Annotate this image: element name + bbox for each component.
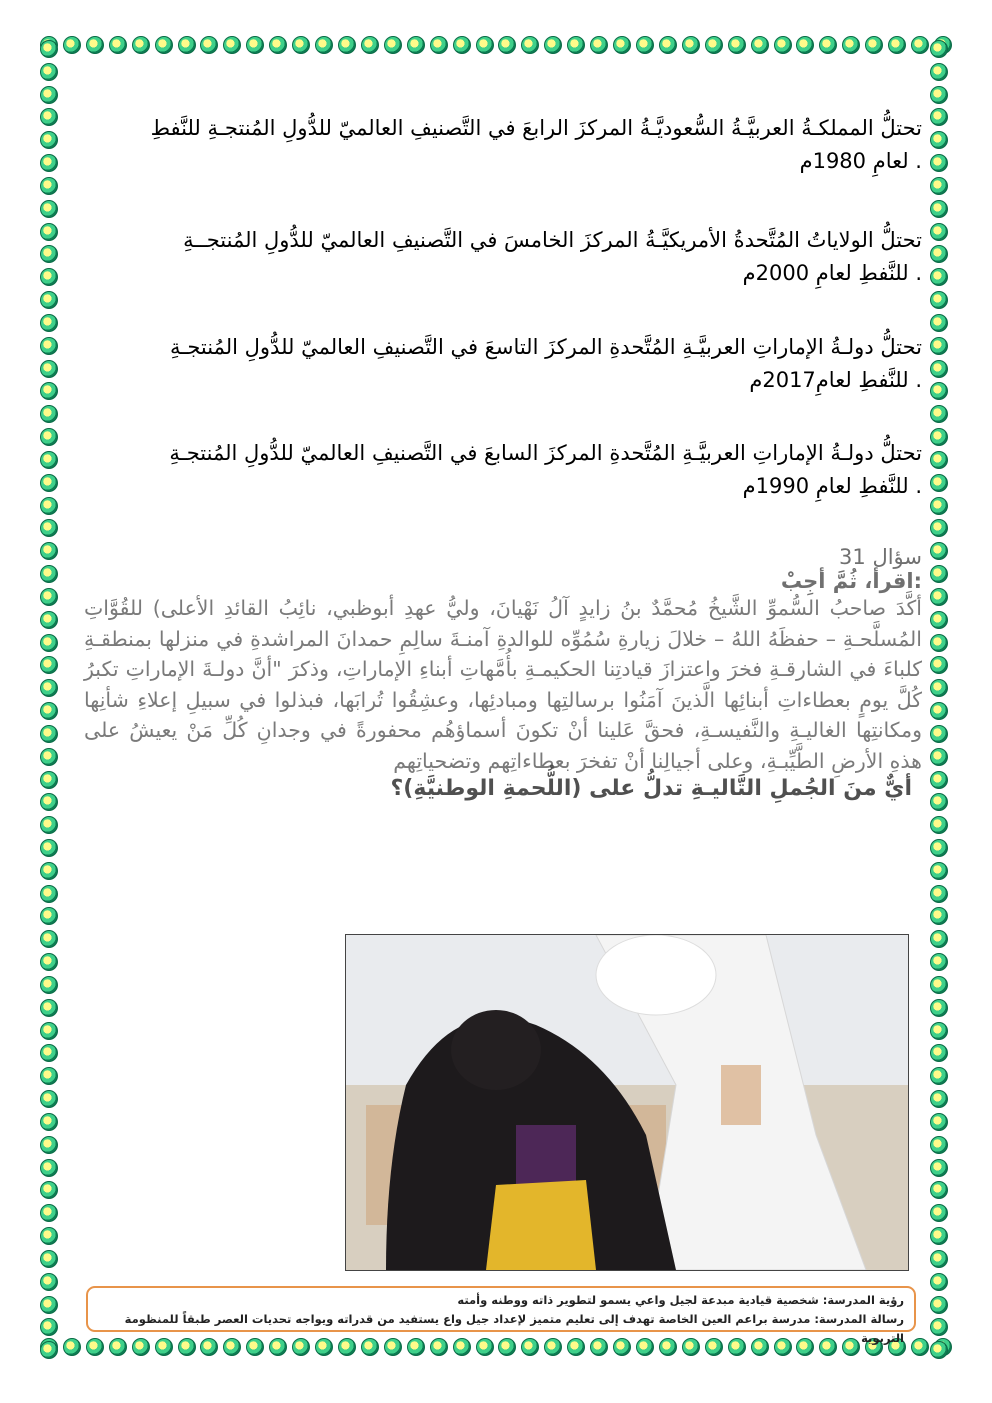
- border-ornament-icon: [659, 36, 677, 54]
- border-ornament-icon: [930, 474, 948, 492]
- border-ornament-icon: [40, 588, 58, 606]
- border-ornament-icon: [40, 177, 58, 195]
- border-ornament-icon: [40, 542, 58, 560]
- question-prompt: أيٌّ منَ الجُملِ التَّاليـةِ تدلُّ على (اللُّحمةِ الوطنيَّةِ)؟: [390, 776, 912, 801]
- border-ornament-icon: [636, 36, 654, 54]
- border-ornament-icon: [930, 428, 948, 446]
- border-top: [40, 36, 952, 58]
- border-ornament-icon: [930, 1113, 948, 1131]
- border-ornament-icon: [40, 337, 58, 355]
- border-ornament-icon: [453, 36, 471, 54]
- border-ornament-icon: [567, 36, 585, 54]
- photo-visit: [345, 934, 909, 1271]
- border-ornament-icon: [930, 405, 948, 423]
- border-ornament-icon: [911, 36, 929, 54]
- border-ornament-icon: [930, 542, 948, 560]
- border-ornament-icon: [40, 223, 58, 241]
- border-ornament-icon: [930, 360, 948, 378]
- border-ornament-icon: [40, 611, 58, 629]
- border-ornament-icon: [407, 36, 425, 54]
- border-ornament-icon: [40, 200, 58, 218]
- border-ornament-icon: [930, 451, 948, 469]
- statement-3: تحتلُّ دولـةُ الإماراتِ العربيَّـةِ المُتَّحدةِ المركزَ التاسعَ في التَّصنيفِ العالميّ للدُّولِ المُنتجـةِ . للنَّفطِ لعامِ2017م: [169, 335, 922, 392]
- border-ornament-icon: [40, 497, 58, 515]
- border-ornament-icon: [40, 154, 58, 172]
- border-ornament-icon: [200, 36, 218, 54]
- statement-1: تحتلُّ المملكـةُ العربيَّـةُ السُّعوديَّـةُ المركزَ الرابعَ في التَّصنيفِ العالميّ للدُّولِ المُنتجـةِ للنَّفطِ . لعامِ 1980م: [150, 116, 922, 173]
- border-right: [930, 40, 952, 1360]
- border-ornament-icon: [40, 1296, 58, 1314]
- border-ornament-icon: [888, 36, 906, 54]
- border-ornament-icon: [930, 1204, 948, 1222]
- border-ornament-icon: [63, 36, 81, 54]
- border-ornament-icon: [40, 999, 58, 1017]
- border-ornament-icon: [930, 382, 948, 400]
- border-ornament-icon: [246, 36, 264, 54]
- border-ornament-icon: [40, 634, 58, 652]
- border-ornament-icon: [930, 314, 948, 332]
- border-ornament-icon: [40, 976, 58, 994]
- border-ornament-icon: [865, 36, 883, 54]
- border-ornament-icon: [40, 1227, 58, 1245]
- border-ornament-icon: [40, 816, 58, 834]
- question-number: سؤال 31: [839, 545, 922, 569]
- border-ornament-icon: [930, 611, 948, 629]
- border-ornament-icon: [132, 36, 150, 54]
- border-ornament-icon: [40, 108, 58, 126]
- border-ornament-icon: [930, 108, 948, 126]
- border-ornament-icon: [613, 36, 631, 54]
- border-ornament-icon: [930, 1090, 948, 1108]
- border-ornament-icon: [705, 36, 723, 54]
- border-ornament-icon: [930, 679, 948, 697]
- border-ornament-icon: [40, 862, 58, 880]
- border-ornament-icon: [40, 40, 58, 58]
- border-ornament-icon: [40, 725, 58, 743]
- border-ornament-icon: [40, 1022, 58, 1040]
- border-ornament-icon: [269, 36, 287, 54]
- border-ornament-icon: [40, 1318, 58, 1336]
- border-ornament-icon: [40, 1113, 58, 1131]
- border-ornament-icon: [930, 748, 948, 766]
- footer-school-info: [86, 1286, 916, 1345]
- border-ornament-icon: [544, 36, 562, 54]
- border-ornament-icon: [728, 36, 746, 54]
- border-ornament-icon: [930, 1318, 948, 1336]
- border-ornament-icon: [930, 131, 948, 149]
- statements-2: [84, 224, 922, 290]
- border-ornament-icon: [40, 291, 58, 309]
- border-ornament-icon: [590, 36, 608, 54]
- border-ornament-icon: [930, 154, 948, 172]
- border-ornament-icon: [40, 86, 58, 104]
- border-ornament-icon: [40, 1044, 58, 1062]
- border-ornament-icon: [40, 131, 58, 149]
- border-ornament-icon: [40, 656, 58, 674]
- border-ornament-icon: [930, 725, 948, 743]
- border-ornament-icon: [40, 1159, 58, 1177]
- border-ornament-icon: [40, 451, 58, 469]
- border-ornament-icon: [930, 268, 948, 286]
- border-ornament-icon: [930, 634, 948, 652]
- border-ornament-icon: [40, 771, 58, 789]
- border-ornament-icon: [40, 405, 58, 423]
- border-ornament-icon: [498, 36, 516, 54]
- border-ornament-icon: [40, 885, 58, 903]
- border-ornament-icon: [930, 1273, 948, 1291]
- border-ornament-icon: [86, 36, 104, 54]
- border-ornament-icon: [40, 474, 58, 492]
- border-ornament-icon: [930, 223, 948, 241]
- border-ornament-icon: [40, 428, 58, 446]
- border-ornament-icon: [40, 793, 58, 811]
- border-ornament-icon: [521, 36, 539, 54]
- border-ornament-icon: [40, 930, 58, 948]
- border-ornament-icon: [930, 86, 948, 104]
- border-ornament-icon: [930, 337, 948, 355]
- border-ornament-icon: [40, 1341, 58, 1359]
- border-ornament-icon: [930, 565, 948, 583]
- border-ornament-icon: [40, 1090, 58, 1108]
- border-ornament-icon: [40, 1136, 58, 1154]
- border-ornament-icon: [109, 36, 127, 54]
- border-ornament-icon: [40, 1181, 58, 1199]
- border-ornament-icon: [930, 291, 948, 309]
- border-ornament-icon: [930, 1181, 948, 1199]
- border-ornament-icon: [930, 245, 948, 263]
- border-ornament-icon: [40, 245, 58, 263]
- border-ornament-icon: [40, 382, 58, 400]
- border-ornament-icon: [430, 36, 448, 54]
- border-ornament-icon: [40, 565, 58, 583]
- border-ornament-icon: [930, 1067, 948, 1085]
- border-ornament-icon: [930, 1044, 948, 1062]
- border-ornament-icon: [40, 1273, 58, 1291]
- border-ornament-icon: [315, 36, 333, 54]
- border-ornament-icon: [930, 1250, 948, 1268]
- border-ornament-icon: [930, 1022, 948, 1040]
- statement-2: تحتلُّ الولاياتُ المُتَّحدةُ الأمريكيَّـةُ المركزَ الخامسَ في التَّصنيفِ العالميّ للدُّولِ المُنتجــةِ . للنَّفطِ لعامِ 2000م: [183, 228, 922, 285]
- statements: [84, 112, 922, 178]
- border-ornament-icon: [40, 314, 58, 332]
- border-ornament-icon: [63, 1338, 81, 1356]
- border-left: [40, 40, 62, 1360]
- border-ornament-icon: [842, 36, 860, 54]
- footer-vision: رؤية المدرسة: شخصية قيادية مبدعة لجيل واعي يسمو لتطوير ذاته ووطنه وأمته: [457, 1293, 904, 1307]
- border-ornament-icon: [930, 40, 948, 58]
- border-ornament-icon: [930, 656, 948, 674]
- border-ornament-icon: [40, 268, 58, 286]
- border-ornament-icon: [40, 679, 58, 697]
- border-ornament-icon: [40, 907, 58, 925]
- border-ornament-icon: [930, 1136, 948, 1154]
- border-ornament-icon: [178, 36, 196, 54]
- border-ornament-icon: [930, 793, 948, 811]
- border-ornament-icon: [338, 36, 356, 54]
- border-ornament-icon: [40, 519, 58, 537]
- border-ornament-icon: [930, 177, 948, 195]
- border-ornament-icon: [361, 36, 379, 54]
- border-ornament-icon: [930, 907, 948, 925]
- border-ornament-icon: [930, 953, 948, 971]
- border-ornament-icon: [751, 36, 769, 54]
- border-ornament-icon: [930, 839, 948, 857]
- border-ornament-icon: [819, 36, 837, 54]
- border-ornament-icon: [911, 1338, 929, 1356]
- border-ornament-icon: [930, 1341, 948, 1359]
- border-ornament-icon: [40, 748, 58, 766]
- border-ornament-icon: [930, 1227, 948, 1245]
- border-ornament-icon: [930, 588, 948, 606]
- border-ornament-icon: [930, 930, 948, 948]
- border-ornament-icon: [682, 36, 700, 54]
- statements-3: [84, 331, 922, 397]
- border-ornament-icon: [930, 1296, 948, 1314]
- border-ornament-icon: [930, 63, 948, 81]
- question-instruction: :اقرأ، ثُمَّ أجِبْ: [780, 569, 922, 593]
- border-ornament-icon: [930, 885, 948, 903]
- border-ornament-icon: [774, 36, 792, 54]
- statements-4: [84, 437, 922, 503]
- footer-mission: رسالة المدرسة: مدرسة براعم العين الخاصة تهدف إلى تعليم متميز لإعداد جيل واع يستفيد من قدراته ويواجه تحديات العصر طبقاً للمنظومة التربوية: [124, 1312, 904, 1345]
- border-ornament-icon: [930, 519, 948, 537]
- border-ornament-icon: [40, 63, 58, 81]
- border-ornament-icon: [930, 497, 948, 515]
- border-ornament-icon: [40, 1204, 58, 1222]
- border-ornament-icon: [796, 36, 814, 54]
- border-ornament-icon: [40, 953, 58, 971]
- border-ornament-icon: [40, 360, 58, 378]
- border-ornament-icon: [292, 36, 310, 54]
- border-ornament-icon: [930, 200, 948, 218]
- border-ornament-icon: [40, 839, 58, 857]
- border-ornament-icon: [384, 36, 402, 54]
- border-ornament-icon: [930, 1159, 948, 1177]
- border-ornament-icon: [930, 976, 948, 994]
- border-ornament-icon: [930, 771, 948, 789]
- statement-4: تحتلُّ دولـةُ الإماراتِ العربيَّـةِ المُتَّحدةِ المركزَ السابعَ في التَّصنيفِ العالميّ للدُّولِ المُنتجـةِ . للنَّفطِ لعامِ 1990م: [169, 441, 922, 498]
- photo-illustration: [346, 935, 908, 1270]
- border-ornament-icon: [40, 1067, 58, 1085]
- border-ornament-icon: [476, 36, 494, 54]
- border-ornament-icon: [40, 702, 58, 720]
- border-ornament-icon: [930, 999, 948, 1017]
- border-ornament-icon: [930, 816, 948, 834]
- border-ornament-icon: [40, 1250, 58, 1268]
- border-ornament-icon: [155, 36, 173, 54]
- border-ornament-icon: [930, 702, 948, 720]
- question-passage: أكَّدَ صاحبُ السُّموِّ الشَّيخُ مُحمَّدٌ بنُ زايدٍ آلُ نَهْيانَ، وليُّ عهدِ أبوظبي، نائِبُ القائدِ الأعلى) للقُوَّاتِ المُسلَّحـةِ – حفظَهُ اللهُ – خلالَ زيارةِ سُمُوِّه للوالدةِ آمنـةَ سالِمِ حمدانَ المراشدةِ في منزلها بمنطقـةِ كلباءَ في الشارقـةِ فخرَ واعتزازَ قيادتِنا الحكيمـةِ بأُمَّهاتِ أبناءِ الإماراتِ، وذكرَ "أنَّ دولـةَ الإماراتِ تكبرُ كُلَّ يومٍ بعطاءاتِ أبنائِها الَّذينَ آمَنُوا برسالتِها ومبادئِها، وعشِقُوا تُرابَها، فبذلوا في سبيلِ إعلاءِ شأنِها ومكانتِها الغاليـةِ والنَّفيسـةِ، فحقَّ عَلينا أنْ تكونَ أسماؤهُم محفورةً في وجدانِ كُلِّ مَنْ يعيشُ على هذهِ الأرضِ الطَّيِّبـةِ، وعلى أجيالِنا أنْ تفخرَ بعطاءاتِهم وتضحياتِهم: [84, 596, 922, 773]
- border-ornament-icon: [930, 862, 948, 880]
- question-block: [84, 545, 922, 801]
- border-ornament-icon: [223, 36, 241, 54]
